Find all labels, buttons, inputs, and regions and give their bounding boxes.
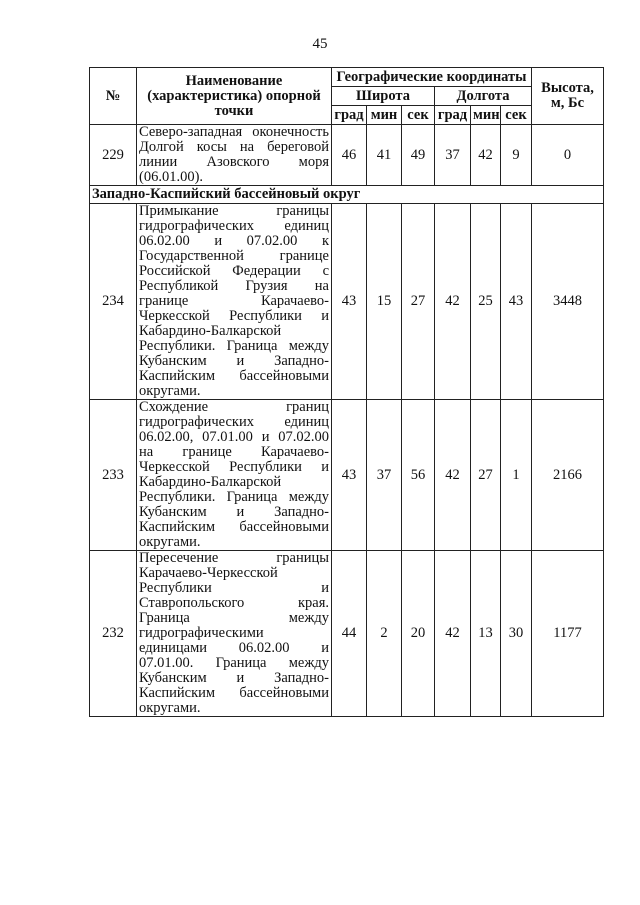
header-geo-coordinates: Географические координаты [332,68,532,87]
header-name: Наименование (характеристика) опорной точки [137,68,332,125]
table-row [90,551,604,717]
table-row [90,400,604,551]
header-lon-min: мин [471,106,501,125]
lat-deg: 43 [332,204,367,400]
lat-min: 41 [367,125,402,186]
table-row [90,204,604,400]
lat-deg: 44 [332,551,367,717]
header-lat-min: мин [367,106,402,125]
lon-deg: 42 [435,551,471,717]
header-lat-deg: град [332,106,367,125]
row-number: 232 [90,551,137,717]
lat-min: 2 [367,551,402,717]
lat-sec: 27 [402,204,435,400]
table-row [90,125,604,186]
lon-sec: 30 [501,551,532,717]
lon-sec: 43 [501,204,532,400]
lon-min: 13 [471,551,501,717]
height-value: 3448 [532,204,604,400]
lon-min: 25 [471,204,501,400]
row-name: Примыкание границы гидрографических единиц 06.02.00 и 07.02.00 к Государственной границе Российской Федерации с Республикой Грузия на границе Карачаево-Черкесской Республики и Кабардино-Балкарской Республики. Граница между Кубанским и Западно-Каспийским бассейновыми округами. [137,204,332,400]
header-height: Высота, м, Бс [532,68,604,125]
row-number: 234 [90,204,137,400]
row-number: 229 [90,125,137,186]
header-number: № [90,68,137,125]
coordinates-table [89,67,604,717]
lat-deg: 43 [332,400,367,551]
lon-min: 42 [471,125,501,186]
lon-min: 27 [471,400,501,551]
lat-sec: 49 [402,125,435,186]
header-lon-deg: град [435,106,471,125]
lat-min: 15 [367,204,402,400]
header-lon-sec: сек [501,106,532,125]
district-row [90,186,604,204]
row-number: 233 [90,400,137,551]
lon-sec: 9 [501,125,532,186]
row-name: Пересечение границы Карачаево-Черкесской Республики и Ставропольского края. Граница между гидрографическими единицами 06.02.00 и 07.01.00. Граница между Кубанским и Западно-Каспийским бассейновыми округами. [137,551,332,717]
header-lat-sec: сек [402,106,435,125]
district-title: Западно-Каспийский бассейновый округ [90,186,604,204]
lat-deg: 46 [332,125,367,186]
height-value: 0 [532,125,604,186]
lon-deg: 37 [435,125,471,186]
lat-sec: 20 [402,551,435,717]
lon-deg: 42 [435,400,471,551]
height-value: 1177 [532,551,604,717]
page-number: 45 [312,36,328,52]
header-latitude: Широта [332,87,435,106]
height-value: 2166 [532,400,604,551]
header-longitude: Долгота [435,87,532,106]
lat-min: 37 [367,400,402,551]
row-name: Схождение границ гидрографических единиц 06.02.00, 07.01.00 и 07.02.00 на границе Карачаево-Черкесской Республики и Кабардино-Балкарской Республики. Граница между Кубанским и Западно-Каспийским бассейновыми округами. [137,400,332,551]
row-name: Северо-западная оконечность Долгой косы на береговой линии Азовского моря (06.01.00). [137,125,332,186]
lon-deg: 42 [435,204,471,400]
lon-sec: 1 [501,400,532,551]
lat-sec: 56 [402,400,435,551]
